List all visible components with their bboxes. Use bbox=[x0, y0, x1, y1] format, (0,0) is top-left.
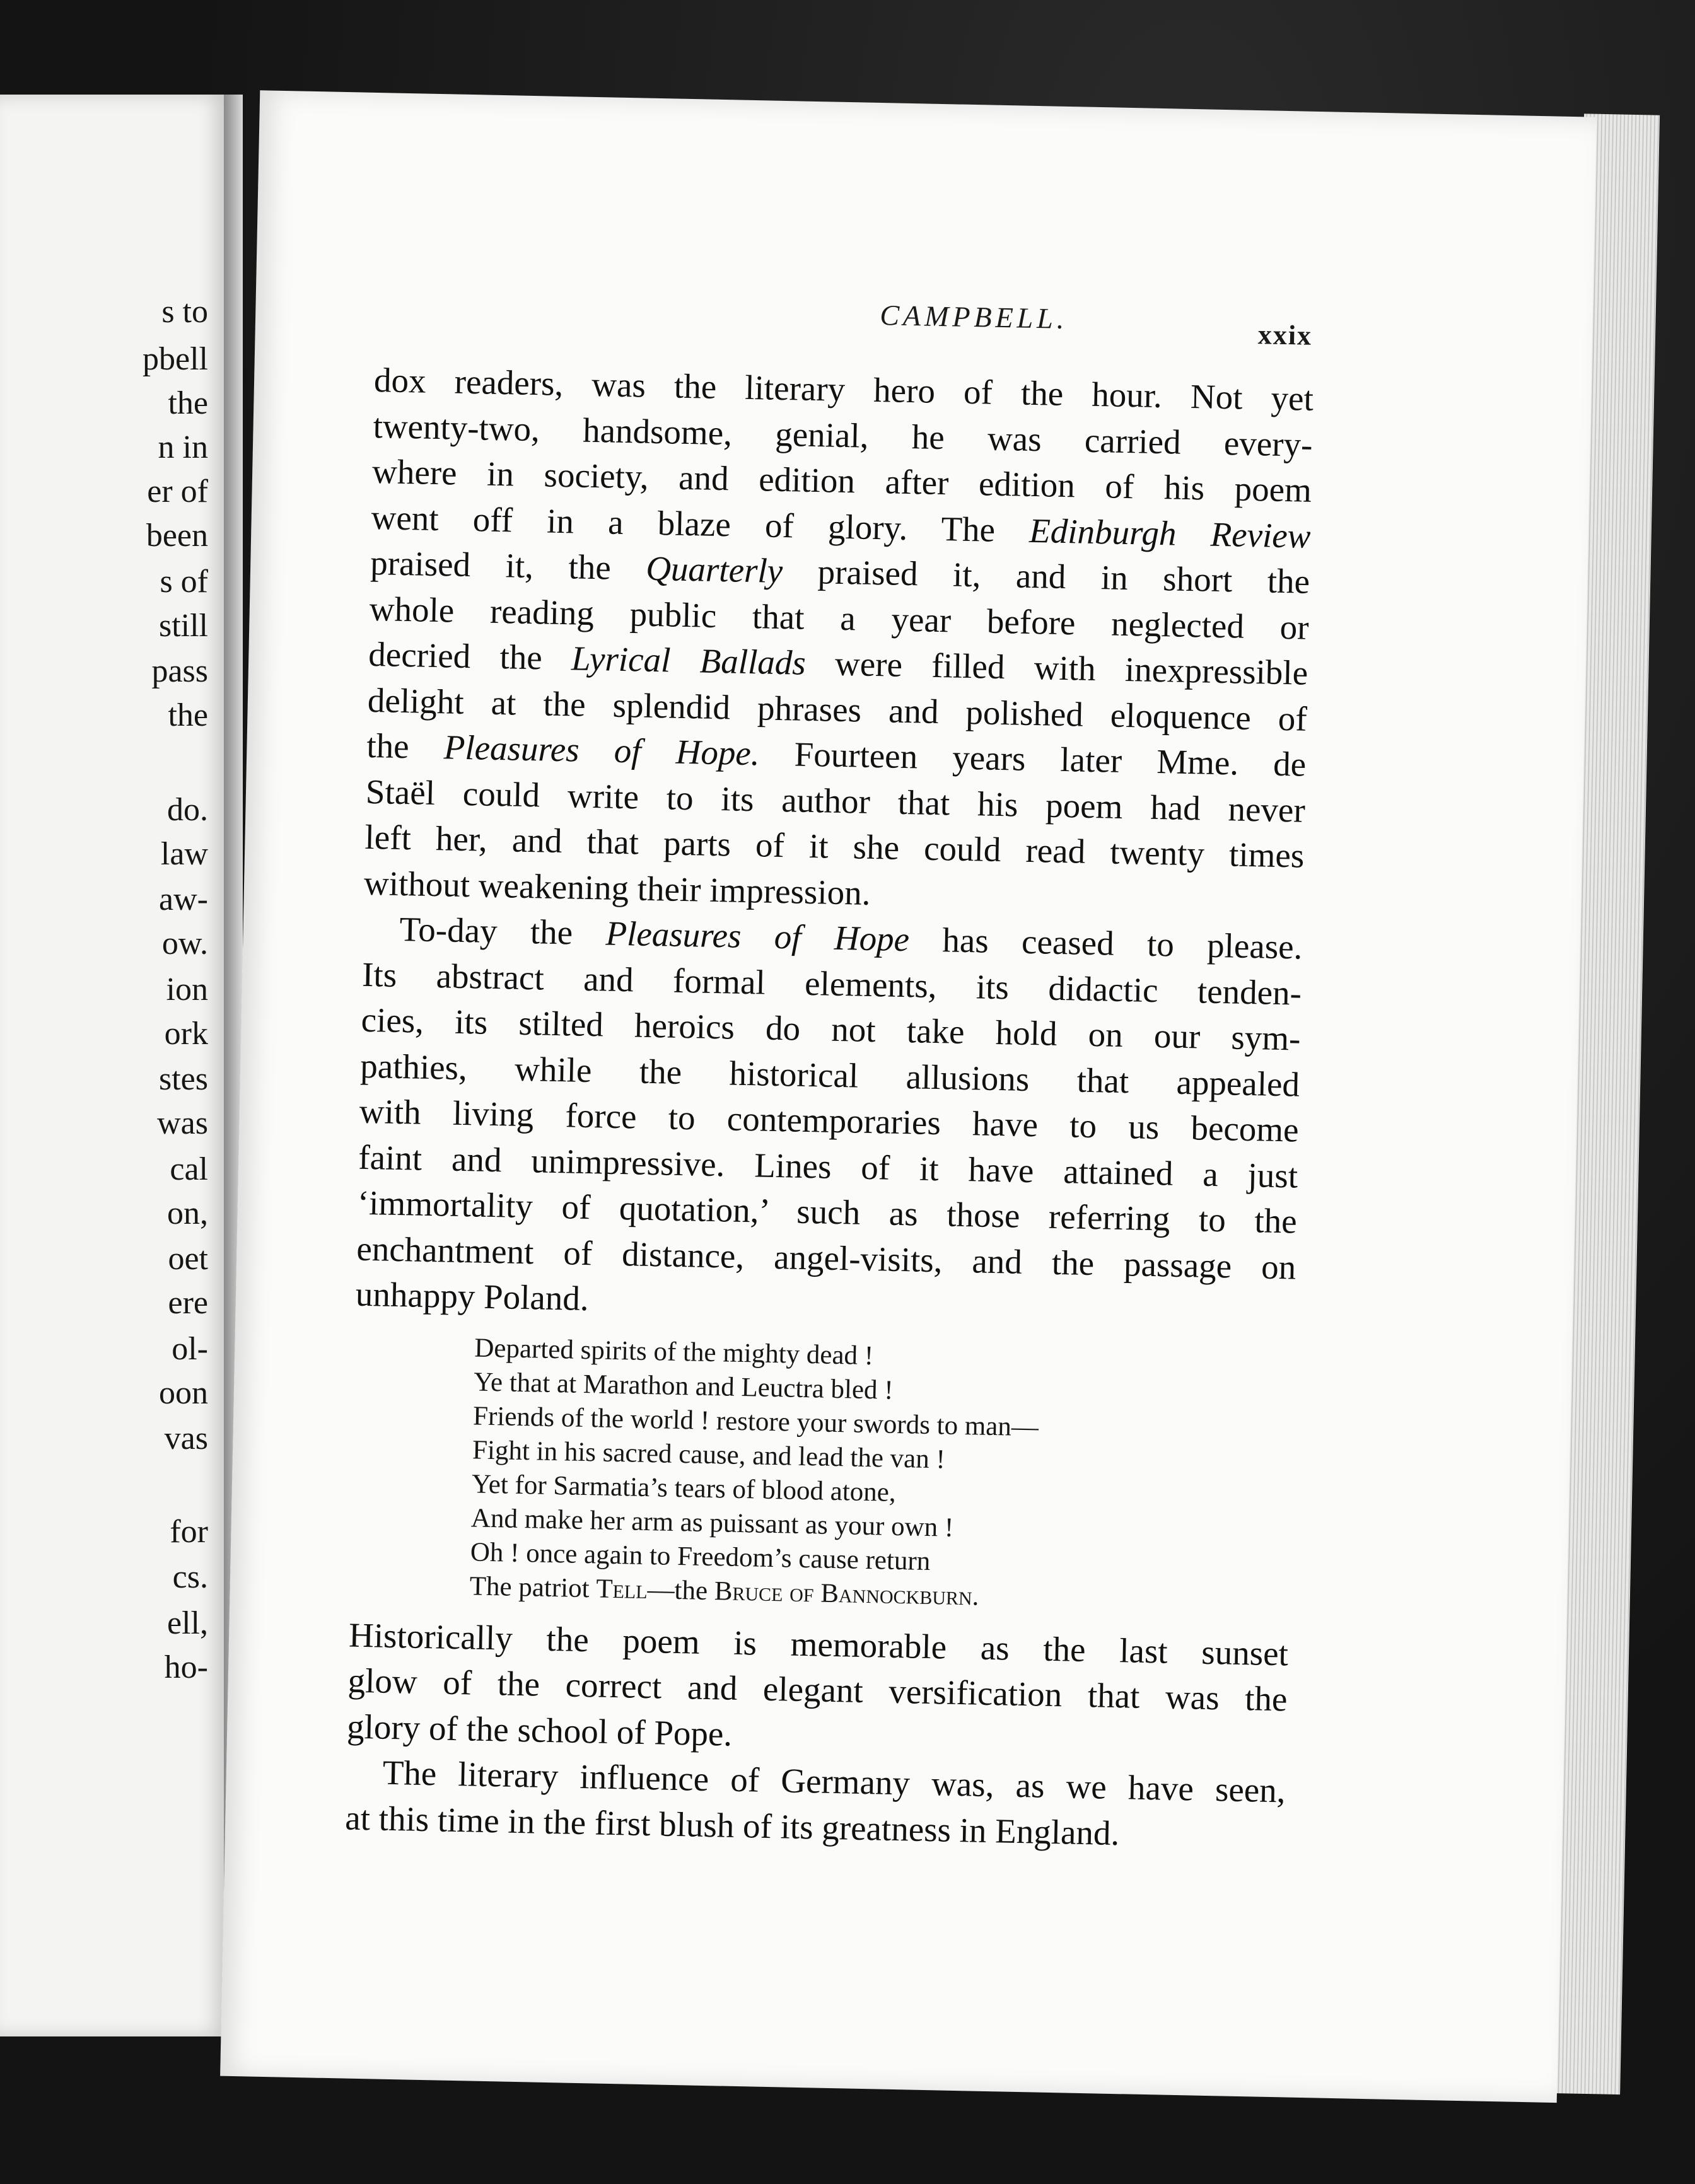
left-page-fragment: ork bbox=[164, 1016, 208, 1052]
text-block bbox=[345, 301, 1315, 1859]
text-run: has ceased to please. bbox=[909, 920, 1303, 967]
verse-line: Fight in his sacred cause, and lead the van ! bbox=[472, 1434, 946, 1474]
text-run: twenty-two, handsome, genial, he was carried every- bbox=[373, 406, 1313, 464]
left-page-fragment: aw- bbox=[159, 881, 208, 917]
text-run: The patriot bbox=[469, 1571, 597, 1603]
left-page-fragment: oet bbox=[168, 1241, 208, 1277]
text-run: Fourteen years later Mme. de bbox=[759, 734, 1307, 784]
italic-title: Lyrical Ballads bbox=[571, 639, 807, 682]
right-page bbox=[220, 90, 1597, 2103]
text-run: praised it, and in short the bbox=[782, 552, 1310, 601]
left-page-fragment: ell, bbox=[167, 1605, 208, 1641]
left-page-fragment: n in bbox=[158, 429, 208, 465]
text-run: ‘immortality of quotation,’ such as those referring to the bbox=[357, 1183, 1298, 1241]
verse-line: Friends of the world ! restore your swords to man— bbox=[472, 1400, 1039, 1442]
paragraph-1 bbox=[363, 357, 1313, 925]
text-run: the bbox=[366, 726, 445, 767]
left-page-fragment: ol- bbox=[172, 1331, 208, 1367]
text-run: whole reading public that a year before neglected or bbox=[369, 589, 1310, 647]
left-page-fragment: do. bbox=[167, 792, 208, 828]
italic-title: Pleasures of Hope. bbox=[443, 728, 760, 773]
text-run: enchantment of distance, angel-visits, and the passage on bbox=[356, 1229, 1296, 1287]
small-caps-name: Bruce of Bannockburn. bbox=[714, 1576, 979, 1612]
text-run: Its abstract and formal elements, its didactic tenden- bbox=[361, 955, 1302, 1013]
left-page-fragment: vas bbox=[164, 1420, 208, 1456]
left-page-fragment: pbell bbox=[143, 341, 208, 377]
text-run: pathies, while the historical allusions that appealed bbox=[359, 1046, 1300, 1104]
verse-line: Yet for Sarmatia’s tears of blood atone, bbox=[471, 1468, 897, 1507]
verse-line: Ye that at Marathon and Leuctra bled ! bbox=[473, 1366, 894, 1405]
italic-title: Quarterly bbox=[645, 549, 783, 591]
text-run: unhappy Poland. bbox=[355, 1274, 590, 1318]
text-run: delight at the splendid phrases and polished eloquence of bbox=[367, 680, 1308, 738]
left-page-fragment: cal bbox=[170, 1151, 208, 1187]
left-page-fragment: ion bbox=[166, 972, 208, 1008]
left-page-fragment: pass bbox=[151, 653, 208, 689]
text-run: went off in a blaze of glory. The bbox=[371, 497, 1030, 550]
paragraph-2 bbox=[355, 906, 1303, 1336]
left-page-fragment: law bbox=[160, 836, 208, 872]
left-page-fragment: oon bbox=[159, 1375, 208, 1411]
left-page-fragment: ho- bbox=[164, 1649, 208, 1685]
text-run: where in society, and edition after edition of his poem bbox=[371, 451, 1312, 509]
left-page-fragment: ow. bbox=[161, 926, 208, 961]
text-run: glory of the school of Pope. bbox=[346, 1707, 733, 1753]
left-page-fragment: the bbox=[168, 385, 208, 421]
left-page-fragment: cs. bbox=[172, 1559, 208, 1595]
verse-line: And make her arm as puissant as your own ! bbox=[470, 1502, 954, 1543]
text-run: without weakening their impression. bbox=[363, 863, 871, 912]
left-page-fragment: s to bbox=[161, 294, 208, 330]
verse-line: Oh ! once again to Freedom’s cause return bbox=[470, 1536, 931, 1576]
text-run: Staël could write to its author that his poem had never bbox=[365, 772, 1306, 830]
italic-title: Pleasures of Hope bbox=[605, 914, 910, 959]
text-run: —the bbox=[647, 1574, 715, 1606]
left-page-fragment: er of bbox=[147, 473, 208, 509]
text-run: To-day the bbox=[399, 909, 607, 953]
text-run: praised it, the bbox=[370, 543, 646, 588]
text-run: The literary influence of Germany was, as we have seen, bbox=[382, 1753, 1286, 1810]
left-page-fragment: s of bbox=[160, 564, 208, 600]
running-head: CAMPBELL. bbox=[879, 299, 1068, 335]
text-run: dox readers, was the literary hero of the hour. Not yet bbox=[373, 360, 1314, 418]
paragraph-4 bbox=[345, 1750, 1286, 1860]
text-run: faint and unimpressive. Lines of it have attained a just bbox=[358, 1137, 1298, 1195]
verse-quotation bbox=[469, 1331, 1294, 1620]
left-page-fragment: on, bbox=[167, 1195, 208, 1231]
text-run: glow of the correct and elegant versification that was the bbox=[347, 1661, 1288, 1719]
left-page-fragment: the bbox=[168, 697, 208, 733]
left-facing-page bbox=[0, 95, 229, 2036]
left-page-fragment: for bbox=[170, 1514, 208, 1550]
left-page-fragment: was bbox=[157, 1105, 208, 1141]
left-page-fragment: ere bbox=[168, 1285, 208, 1321]
paragraph-3 bbox=[347, 1612, 1289, 1768]
left-page-fragment: still bbox=[158, 608, 208, 644]
text-run: left her, and that parts of it she could read twenty times bbox=[364, 817, 1305, 875]
text-run: decried the bbox=[368, 634, 572, 678]
italic-title: Edinburgh Review bbox=[1028, 511, 1312, 555]
text-run: were filled with inexpressible bbox=[805, 643, 1308, 692]
left-page-fragment: stes bbox=[159, 1061, 208, 1097]
left-page-fragment: been bbox=[146, 518, 208, 554]
page-number: xxix bbox=[1257, 319, 1313, 351]
text-run: at this time in the first blush of its greatness in England. bbox=[344, 1798, 1120, 1852]
verse-line: Departed spirits of the mighty dead ! bbox=[474, 1332, 874, 1371]
text-run: cies, its stilted heroics do not take hold on our sym- bbox=[361, 1000, 1302, 1058]
text-run: with living force to contemporaries have to us become bbox=[359, 1091, 1300, 1149]
text-run: Historically the poem is memorable as the last sunset bbox=[348, 1615, 1289, 1673]
small-caps-name: Tell bbox=[595, 1573, 648, 1605]
